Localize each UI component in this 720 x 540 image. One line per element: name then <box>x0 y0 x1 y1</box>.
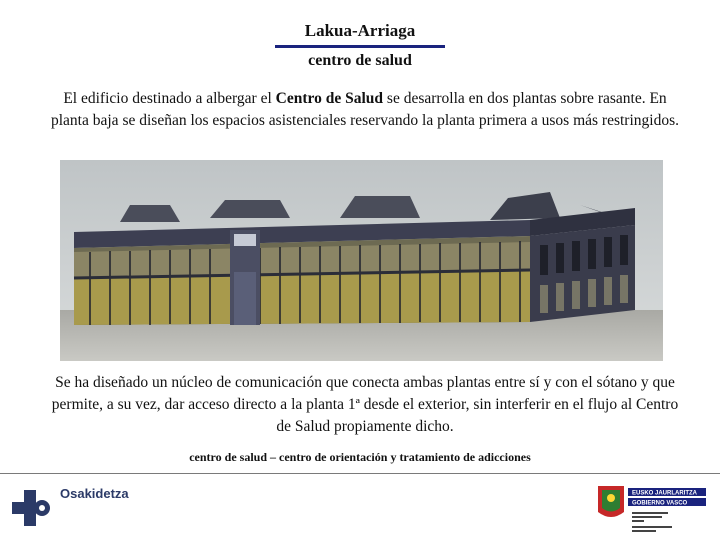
osakidetza-logo-icon <box>8 486 52 530</box>
page-subtitle: centro de salud <box>308 52 412 69</box>
building-render-image <box>60 160 663 361</box>
osakidetza-brand-text: Osakidetza <box>60 486 129 501</box>
gov-line2-text: GOBIERNO VASCO <box>632 500 688 507</box>
gobierno-vasco-logo-icon <box>596 482 708 536</box>
title-block <box>0 20 720 72</box>
intro-text-bold: Centro de Salud <box>275 90 384 107</box>
title-underline <box>275 45 445 48</box>
intro-text-start: El edificio destinado a albergar el <box>63 90 276 107</box>
intro-text-end: se desarrolla en dos plantas sobre rasante. En planta baja se diseñan los espacios asistenciales reservando la planta primera a usos más restringidos. <box>51 90 679 129</box>
caption: centro de salud – centro de orientación y tratamiento de adicciones <box>189 450 531 464</box>
gov-line1-text: EUSKO JAURLARITZA <box>632 490 698 497</box>
intro-paragraph <box>50 88 680 132</box>
footer-divider <box>0 473 720 474</box>
communication-core-paragraph: Se ha diseñado un núcleo de comunicación que conecta ambas plantas entre sí y con el sótano y que permite, a su vez, dar acceso directo a la planta 1ª desde el exterior, sin interferir en el flujo al Centro de Salud propiamente dicho. <box>51 374 679 435</box>
page-title: Lakua-Arriaga <box>304 21 416 40</box>
